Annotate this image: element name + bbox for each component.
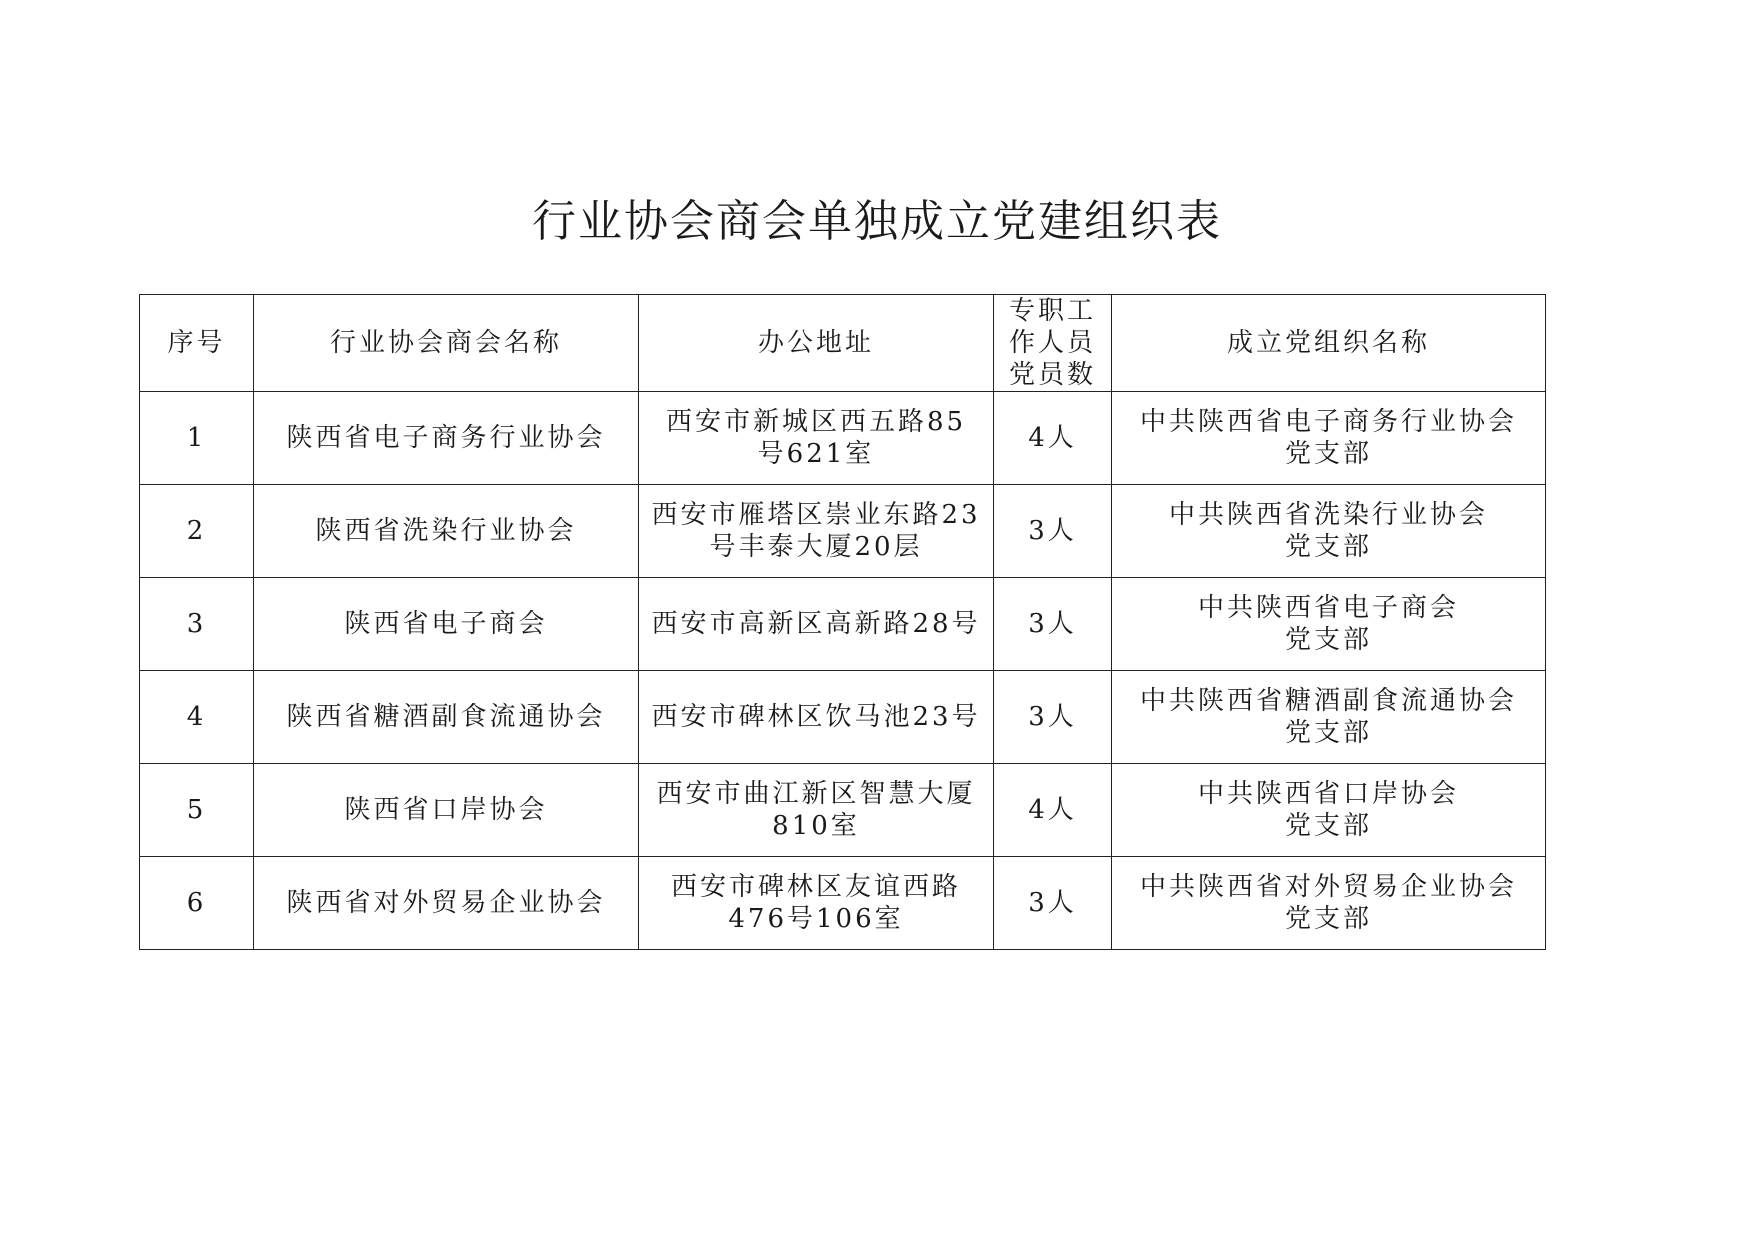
cell-seq: 2 bbox=[140, 485, 254, 578]
cell-member-count: 4人 bbox=[994, 764, 1112, 857]
cell-member-count: 3人 bbox=[994, 857, 1112, 950]
cell-office-address bbox=[639, 578, 994, 671]
cell-party-org-name bbox=[1112, 764, 1546, 857]
party-organization-table bbox=[139, 294, 1546, 950]
table-row bbox=[140, 578, 1546, 671]
cell-party-org-name-line: 党支部 bbox=[1284, 439, 1372, 469]
table-row bbox=[140, 764, 1546, 857]
cell-association-name: 陕西省洗染行业协会 bbox=[254, 485, 639, 578]
table-row bbox=[140, 671, 1546, 764]
cell-seq: 1 bbox=[140, 392, 254, 485]
cell-member-count: 3人 bbox=[994, 671, 1112, 764]
cell-office-address-line: 西安市碑林区友谊西路 bbox=[670, 872, 961, 902]
cell-party-org-name-line: 中共陕西省口岸协会 bbox=[1197, 779, 1459, 809]
cell-party-org-name-line: 党支部 bbox=[1284, 718, 1372, 748]
cell-party-org-name-line: 党支部 bbox=[1284, 532, 1372, 562]
cell-party-org-name-line: 中共陕西省电子商会 bbox=[1197, 593, 1459, 623]
header-member-count bbox=[994, 295, 1112, 392]
table-row bbox=[140, 485, 1546, 578]
cell-member-count: 3人 bbox=[994, 485, 1112, 578]
cell-office-address-line: 西安市雁塔区崇业东路23 bbox=[651, 500, 981, 530]
table-row bbox=[140, 392, 1546, 485]
cell-office-address-line: 西安市曲江新区智慧大厦 bbox=[656, 779, 976, 809]
cell-party-org-name-line: 党支部 bbox=[1284, 904, 1372, 934]
header-association-name: 行业协会商会名称 bbox=[254, 295, 639, 392]
cell-seq: 3 bbox=[140, 578, 254, 671]
cell-office-address bbox=[639, 392, 994, 485]
page-title: 行业协会商会单独成立党建组织表 bbox=[532, 196, 1222, 247]
cell-office-address-line: 号621室 bbox=[757, 439, 875, 469]
table-row bbox=[140, 857, 1546, 950]
header-member-count-line: 专职工 bbox=[1008, 296, 1096, 326]
cell-party-org-name bbox=[1112, 485, 1546, 578]
table-body bbox=[140, 392, 1546, 950]
cell-party-org-name-line: 中共陕西省对外贸易企业协会 bbox=[1139, 872, 1517, 902]
cell-office-address-line: 西安市新城区西五路85 bbox=[665, 407, 967, 437]
cell-party-org-name-line: 中共陕西省洗染行业协会 bbox=[1168, 500, 1488, 530]
cell-office-address-line: 西安市高新区高新路28号 bbox=[651, 609, 981, 639]
cell-association-name: 陕西省对外贸易企业协会 bbox=[254, 857, 639, 950]
cell-seq: 4 bbox=[140, 671, 254, 764]
cell-association-name: 陕西省电子商务行业协会 bbox=[254, 392, 639, 485]
cell-seq: 6 bbox=[140, 857, 254, 950]
cell-office-address-line: 号丰泰大厦20层 bbox=[709, 532, 923, 562]
cell-party-org-name-line: 中共陕西省电子商务行业协会 bbox=[1139, 407, 1517, 437]
header-office-address: 办公地址 bbox=[639, 295, 994, 392]
header-member-count-line: 党员数 bbox=[1008, 360, 1096, 390]
cell-association-name: 陕西省电子商会 bbox=[254, 578, 639, 671]
table-header-row bbox=[140, 295, 1546, 392]
cell-party-org-name-line: 党支部 bbox=[1284, 625, 1372, 655]
cell-association-name: 陕西省糖酒副食流通协会 bbox=[254, 671, 639, 764]
cell-party-org-name bbox=[1112, 392, 1546, 485]
cell-party-org-name-line: 党支部 bbox=[1284, 811, 1372, 841]
cell-member-count: 4人 bbox=[994, 392, 1112, 485]
cell-office-address bbox=[639, 671, 994, 764]
cell-party-org-name bbox=[1112, 671, 1546, 764]
cell-party-org-name bbox=[1112, 857, 1546, 950]
cell-seq: 5 bbox=[140, 764, 254, 857]
header-party-org-name: 成立党组织名称 bbox=[1112, 295, 1546, 392]
cell-office-address bbox=[639, 857, 994, 950]
cell-member-count: 3人 bbox=[994, 578, 1112, 671]
cell-office-address-line: 西安市碑林区饮马池23号 bbox=[651, 702, 981, 732]
cell-association-name: 陕西省口岸协会 bbox=[254, 764, 639, 857]
header-member-count-line: 作人员 bbox=[1008, 328, 1096, 358]
cell-party-org-name-line: 中共陕西省糖酒副食流通协会 bbox=[1139, 686, 1517, 716]
cell-office-address-line: 476号106室 bbox=[728, 904, 904, 934]
cell-party-org-name bbox=[1112, 578, 1546, 671]
cell-office-address bbox=[639, 485, 994, 578]
cell-office-address bbox=[639, 764, 994, 857]
cell-office-address-line: 810室 bbox=[772, 811, 860, 841]
header-seq: 序号 bbox=[140, 295, 254, 392]
